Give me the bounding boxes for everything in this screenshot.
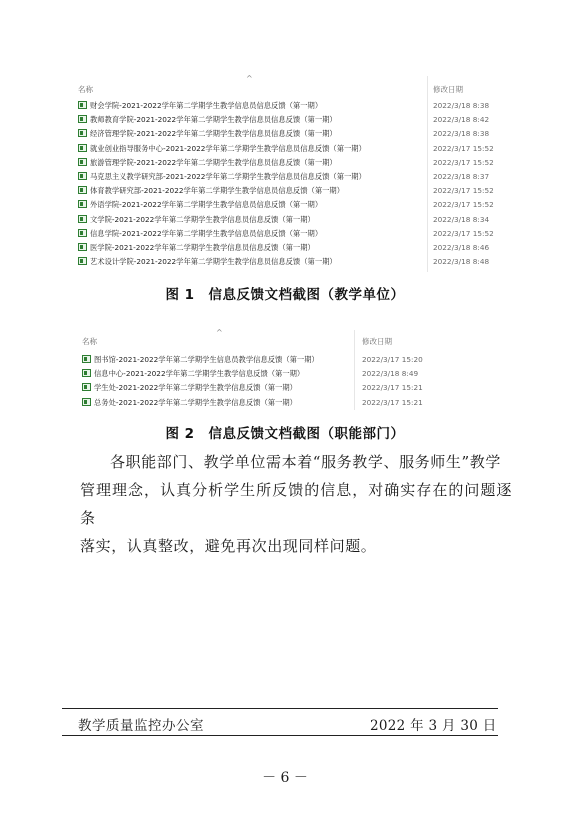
file-modified-date: 2022/3/17 15:52 — [433, 186, 494, 196]
sort-up-icon: ^ — [246, 74, 253, 83]
file-name: 信息学院-2021-2022学年第二学期学生教学信息员信息反馈（第一期） — [90, 228, 323, 238]
file-name: 教师教育学院-2021-2022学年第二学期学生教学信息员信息反馈（第一期） — [90, 115, 337, 125]
figure1-caption: 图 1 信息反馈文档截图（教学单位） — [165, 287, 405, 303]
footer-top-rule — [62, 708, 498, 709]
file-row[interactable] — [78, 214, 513, 225]
file-modified-date: 2022/3/17 15:52 — [433, 200, 494, 210]
file-modified-date: 2022/3/17 15:52 — [433, 228, 494, 238]
file-name: 艺术设计学院-2021-2022学年第二学期学生教学信息员信息反馈（第一期） — [90, 257, 337, 267]
file-row[interactable] — [82, 382, 442, 393]
file-modified-date: 2022/3/17 15:52 — [433, 157, 494, 167]
paragraph-line: 管理理念，认真分析学生所反馈的信息，对确实存在的问题逐条 — [80, 481, 512, 527]
document-file-icon — [78, 158, 87, 166]
file-modified-date: 2022/3/18 8:48 — [433, 257, 490, 267]
file-name: 经济管理学院-2021-2022学年第二学期学生教学信息员信息反馈（第一期） — [90, 129, 337, 139]
file-name: 医学院-2021-2022学年第二学期学生教学信息员信息反馈（第一期） — [90, 243, 315, 252]
document-file-icon — [78, 257, 87, 265]
document-file-icon — [78, 129, 87, 137]
file-modified-date: 2022/3/17 15:52 — [433, 143, 494, 153]
document-file-icon — [78, 172, 87, 180]
column-header-date[interactable]: 修改日期 — [362, 337, 392, 346]
file-row[interactable] — [78, 100, 513, 111]
document-file-icon — [78, 215, 87, 223]
document-file-icon — [78, 115, 87, 123]
issue-date: 2022 年 3 月 30 日 — [370, 718, 497, 734]
issuing-office: 教学质量监控办公室 — [78, 718, 204, 734]
file-row[interactable] — [82, 397, 442, 408]
file-row[interactable] — [78, 185, 513, 196]
file-name: 体育教学研究部-2021-2022学年第二学期学生教学信息员信息反馈（第一期） — [90, 186, 345, 196]
document-file-icon — [78, 101, 87, 109]
column-header-name[interactable]: 名称 — [82, 337, 97, 346]
file-row[interactable] — [78, 157, 513, 168]
document-file-icon — [78, 229, 87, 237]
file-modified-date: 2022/3/18 8:46 — [433, 243, 490, 252]
column-header-date[interactable]: 修改日期 — [433, 85, 463, 94]
file-modified-date: 2022/3/18 8:42 — [433, 115, 490, 125]
figure2-caption: 图 2 信息反馈文档截图（职能部门） — [165, 426, 405, 442]
file-row[interactable] — [78, 128, 513, 139]
document-file-icon — [78, 186, 87, 194]
document-file-icon — [82, 369, 91, 377]
paragraph-line: 各职能部门、教学单位需本着“服务教学、服务师生”教学 — [110, 453, 501, 471]
file-row[interactable] — [78, 114, 513, 125]
file-name: 总务处-2021-2022学年第二学期学生教学信息反馈（第一期） — [94, 397, 297, 407]
document-file-icon — [78, 200, 87, 208]
page-number: － 6 － — [262, 770, 308, 786]
file-row[interactable] — [78, 143, 513, 154]
column-header-name[interactable]: 名称 — [78, 85, 93, 94]
file-name: 旅游管理学院-2021-2022学年第二学期学生教学信息员信息反馈（第一期） — [90, 157, 337, 167]
file-name: 文学院-2021-2022学年第二学期学生教学信息员信息反馈（第一期） — [90, 214, 315, 224]
document-file-icon — [78, 243, 87, 251]
file-row[interactable] — [78, 199, 513, 210]
file-name: 学生处-2021-2022学年第二学期学生教学信息反馈（第一期） — [94, 383, 297, 393]
document-file-icon — [82, 355, 91, 363]
file-modified-date: 2022/3/18 8:49 — [362, 369, 419, 379]
file-name: 外语学院-2021-2022学年第二学期学生教学信息员信息反馈（第一期） — [90, 200, 323, 210]
file-modified-date: 2022/3/17 15:20 — [362, 355, 423, 364]
file-modified-date: 2022/3/18 8:38 — [433, 101, 490, 110]
file-name: 财会学院-2021-2022学年第二学期学生教学信息员信息反馈（第一期） — [90, 101, 323, 110]
figure1-screenshot — [72, 72, 512, 278]
file-row[interactable] — [78, 228, 513, 239]
sort-up-icon: ^ — [216, 328, 223, 337]
file-row[interactable] — [78, 256, 513, 267]
file-modified-date: 2022/3/17 15:21 — [362, 397, 423, 407]
file-modified-date: 2022/3/18 8:34 — [433, 214, 490, 224]
file-name: 图书馆-2021-2022学年第二学期学生信息员教学信息反馈（第一期） — [94, 355, 319, 364]
file-row[interactable] — [82, 354, 442, 365]
file-row[interactable] — [78, 171, 513, 182]
figure2-screenshot — [76, 326, 436, 412]
paragraph-line: 落实，认真整改，避免再次出现同样问题。 — [80, 537, 377, 555]
file-name: 马克思主义教学研究部-2021-2022学年第二学期学生教学信息员信息反馈（第一期） — [90, 172, 366, 181]
file-name: 就业创业指导服务中心-2021-2022学年第二学期学生教学信息员信息反馈（第一期） — [90, 143, 366, 153]
file-modified-date: 2022/3/18 8:37 — [433, 172, 490, 181]
file-name: 信息中心-2021-2022学年第二学期学生教学信息反馈（第一期） — [94, 369, 305, 379]
document-file-icon — [82, 383, 91, 391]
footer-bottom-rule — [62, 735, 498, 736]
file-modified-date: 2022/3/18 8:38 — [433, 129, 490, 139]
file-modified-date: 2022/3/17 15:21 — [362, 383, 423, 393]
document-file-icon — [82, 398, 91, 406]
file-row[interactable] — [82, 368, 442, 379]
file-row[interactable] — [78, 242, 513, 253]
document-file-icon — [78, 144, 87, 152]
body-paragraph — [80, 448, 512, 560]
